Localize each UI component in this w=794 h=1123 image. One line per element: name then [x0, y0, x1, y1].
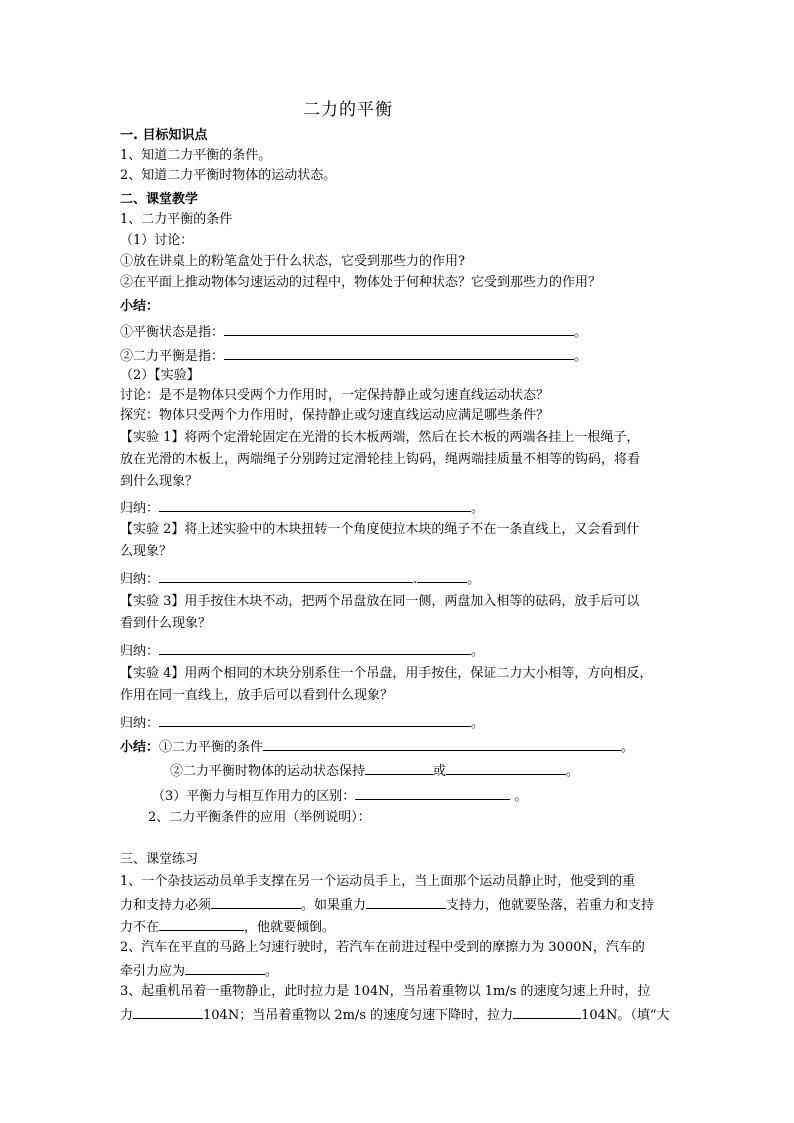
discuss-question: 讨论：是不是物体只受两个力作用时，一定保持静止或匀速直线运动状态？	[120, 388, 550, 403]
summary-label: 小结：	[120, 299, 160, 314]
summary2-item2: ②二力平衡时物体的运动状态保持	[170, 764, 366, 779]
problem1-text-b: 。如果重力	[301, 898, 367, 913]
discussion-label: （1）讨论：	[120, 233, 194, 248]
conclude-label: 归纳：	[120, 572, 160, 587]
period: 。	[471, 644, 485, 659]
problem3-line1: 3、起重机吊着一重物静止，此时拉力是 104N，当吊着重物以 1m/s 的速度匀速上升时，拉	[120, 984, 651, 999]
fill-balance-state	[120, 323, 587, 341]
period: 。	[471, 716, 485, 731]
summary2-line2	[170, 762, 579, 780]
section1-item-1: 1、知道二力平衡的条件。	[120, 148, 272, 163]
problem2-line1: 2、汽车在平直的马路上匀速行驶时，若汽车在前进过程中受到的摩擦力为 3000N，汽车的	[120, 940, 645, 955]
answer-blank[interactable]	[263, 738, 621, 751]
fill-balance-state-label: ①平衡状态是指：	[120, 325, 225, 340]
fill-two-force-balance	[120, 347, 587, 365]
answer-blank[interactable]	[185, 962, 265, 975]
question-2: ②在平面上推动物体匀速运动的过程中，物体处于何种状态？它受到那些力的作用？	[120, 275, 602, 290]
page-title: 二力的平衡	[303, 100, 393, 120]
conclude-label: 归纳：	[120, 716, 160, 731]
section3-heading: 三、课堂练习	[120, 852, 199, 867]
question-1: ①放在讲桌上的粉笔盒处于什么状态，它受到那些力的作用?	[120, 254, 465, 269]
problem3-line2	[120, 1006, 669, 1024]
answer-blank[interactable]	[366, 896, 446, 909]
experiment4-line1: 【实验 4】用两个相同的木块分别系住一个吊盘，用手按住，保证二力大小相等，方向相反，	[120, 666, 653, 681]
problem3-text-c: 104N。（填“大	[581, 1008, 670, 1023]
fill-two-force-balance-label: ②二力平衡是指：	[120, 349, 225, 364]
answer-blank[interactable]	[417, 570, 467, 583]
period: 。	[566, 764, 580, 779]
period: 。	[574, 349, 588, 364]
answer-blank[interactable]	[513, 1006, 581, 1019]
conclusion-3	[120, 642, 484, 660]
answer-blank[interactable]	[159, 714, 471, 727]
experiment4-line2: 作用在同一直线上，放手后可以看到什么现象？	[120, 688, 394, 703]
answer-blank[interactable]	[355, 787, 510, 800]
answer-blank[interactable]	[159, 499, 471, 512]
answer-blank[interactable]	[159, 570, 413, 583]
answer-blank[interactable]	[224, 323, 574, 336]
summary2-line1	[120, 738, 634, 756]
experiment1-line2: 放在光滑的木板上，两端绳子分别跨过定滑轮挂上钩码，绳两端挂质量不相等的钩码，将看	[120, 452, 641, 467]
period: 。	[514, 789, 528, 804]
section1-item-2: 2、知道二力平衡时物体的运动状态。	[120, 168, 337, 183]
period: 。	[574, 325, 588, 340]
section1-heading: 一. 目标知识点	[120, 128, 208, 143]
dot-mark: .	[413, 572, 418, 587]
section2-heading: 二、课堂教学	[120, 192, 199, 207]
item3-line	[152, 787, 527, 805]
answer-blank[interactable]	[159, 918, 244, 931]
conclusion-4	[120, 714, 484, 732]
problem3-text-a: 力	[120, 1008, 134, 1023]
conclude-label: 归纳：	[120, 501, 160, 516]
conclude-label: 归纳：	[120, 644, 160, 659]
problem1-text-a: 力和支持力必须	[120, 898, 212, 913]
experiment1-line3: 到什么现象？	[120, 474, 199, 489]
problem3-text-b: 104N；当吊着重物以 2m/s 的速度匀速下降时，拉力	[203, 1008, 514, 1023]
answer-blank[interactable]	[224, 347, 574, 360]
item3-label: （3）平衡力与相互作用力的区别：	[152, 789, 356, 804]
experiment3-line1: 【实验 3】用手按住木块不动，把两个吊盘放在同一侧，两盘加入相等的砝码，放手后可以	[120, 594, 640, 609]
summary2-label: 小结：	[120, 740, 160, 755]
answer-blank[interactable]	[133, 1006, 203, 1019]
experiment2-line1: 【实验 2】将上述实验中的木块扭转一个角度使拉木块的绳子不在一条直线上，又会看到什	[120, 522, 640, 537]
problem1-text-d: 力不在	[120, 920, 160, 935]
answer-blank[interactable]	[365, 762, 433, 775]
experiment-label: （2）【实验】	[120, 368, 200, 383]
explore-question: 探究：物体只受两个力作用时，保持静止或匀速直线运动应满足哪些条件？	[120, 408, 550, 423]
conclusion-2	[120, 570, 480, 588]
or-text: 或	[433, 764, 447, 779]
answer-blank[interactable]	[446, 762, 566, 775]
section2-sub2: 2、二力平衡条件的应用（举例说明）：	[148, 810, 371, 825]
problem2-text-b: 。	[265, 964, 279, 979]
period: 。	[467, 572, 481, 587]
period: 。	[471, 501, 485, 516]
experiment1-line1: 【实验 1】将两个定滑轮固定在光滑的长木板两端，然后在长木板的两端各挂上一根绳子，	[120, 430, 640, 445]
problem1-line2	[120, 896, 654, 914]
answer-blank[interactable]	[159, 642, 471, 655]
experiment2-line2: 么现象？	[120, 544, 173, 559]
problem1-line1: 1、一个杂技运动员单手支撑在另一个运动员手上，当上面那个运动员静止时，他受到的重	[120, 874, 636, 889]
problem2-line2	[120, 962, 278, 980]
summary2-item1: ①二力平衡的条件	[159, 740, 264, 755]
experiment3-line2: 看到什么现象？	[120, 616, 212, 631]
answer-blank[interactable]	[211, 896, 301, 909]
problem1-line3	[120, 918, 335, 936]
problem2-text-a: 牵引力应为	[120, 964, 186, 979]
problem1-text-e: ，他就要倾倒。	[244, 920, 336, 935]
conclusion-1	[120, 499, 484, 517]
period: 。	[621, 740, 635, 755]
problem1-text-c: 支持力，他就要坠落，若重力和支持	[446, 898, 655, 913]
section2-sub1: 1、二力平衡的条件	[120, 212, 233, 227]
